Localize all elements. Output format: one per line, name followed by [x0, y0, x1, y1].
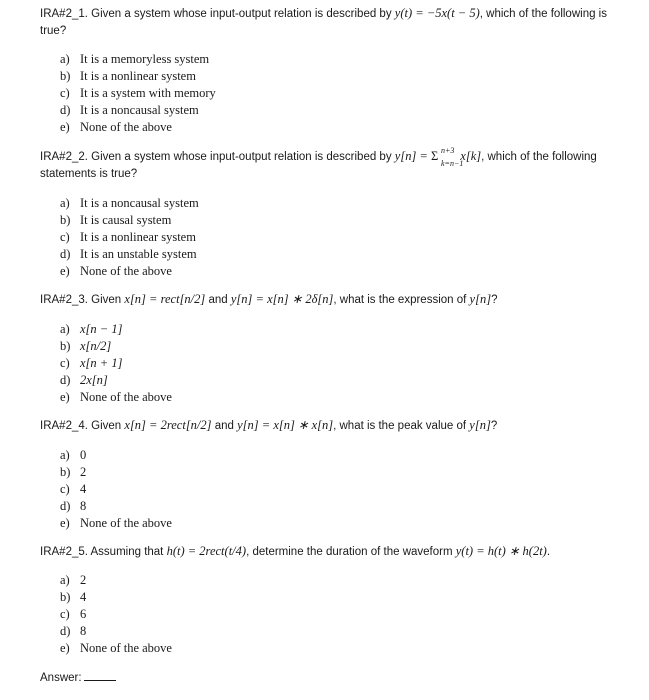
question-4-options: [60, 447, 172, 532]
question-5-options: [60, 572, 172, 657]
answer-label: Answer:: [40, 672, 82, 684]
question-4-text-pre: IRA#2_4. Given: [40, 420, 125, 432]
question-3: [40, 291, 620, 309]
question-4-text-post: , what is the peak value of: [333, 420, 470, 432]
question-4-math-1: x[n] = 2rect[n/2]: [124, 418, 212, 432]
question-3-text-end: ?: [491, 294, 498, 306]
sum-upper-limit: n+3: [441, 146, 455, 155]
option-item: d) 2x[n]: [60, 373, 108, 387]
question-1-math: y(t) = −5x(t − 5): [394, 6, 480, 20]
option-item: d) It is a noncausal system: [60, 103, 199, 117]
option-item: c) It is a system with memory: [60, 86, 216, 100]
question-3-text-post: , what is the expression of: [333, 294, 470, 306]
question-1-options: [60, 51, 216, 136]
sum-term: x[k]: [460, 149, 482, 163]
question-5-math-2: y(t) = h(t) ∗ h(2t): [455, 544, 547, 558]
option-item: c) x[n + 1]: [60, 356, 123, 370]
option-item: d) 8: [60, 499, 87, 513]
option-item: e) None of the above: [60, 390, 172, 404]
question-3-text-pre: IRA#2_3. Given: [40, 294, 125, 306]
option-item: c) 6: [60, 607, 87, 621]
option-item: d) 8: [60, 624, 87, 638]
question-4-math-2: y[n] = x[n] ∗ x[n]: [237, 418, 334, 432]
option-item: a) It is a memoryless system: [60, 52, 210, 66]
question-3-options: [60, 321, 172, 406]
question-3-math-2: y[n] = x[n] ∗ 2δ[n]: [230, 292, 334, 306]
question-1-text-pre: IRA#2_1. Given a system whose input-output relation is described by: [40, 8, 395, 20]
question-3-math-1: x[n] = rect[n/2]: [124, 292, 206, 306]
option-item: e) None of the above: [60, 264, 172, 278]
summation: Σ n+3 k=n−1: [431, 148, 438, 166]
question-2-math-lhs: y[n] =: [394, 149, 431, 163]
option-item: a) x[n − 1]: [60, 322, 123, 336]
question-3-math-3: y[n]: [469, 292, 492, 306]
question-1: [40, 5, 620, 40]
option-item: e) None of the above: [60, 120, 172, 134]
question-4: [40, 417, 620, 435]
option-item: b) It is a nonlinear system: [60, 69, 196, 83]
question-3-text-mid: and: [205, 294, 231, 306]
question-2-text-pre: IRA#2_2. Given a system whose input-output relation is described by: [40, 151, 395, 163]
question-4-math-3: y[n]: [469, 418, 491, 432]
option-item: e) None of the above: [60, 641, 172, 655]
option-item: b) x[n/2]: [60, 339, 112, 353]
question-5-text-mid: , determine the duration of the waveform: [246, 546, 456, 558]
option-item: c) It is a nonlinear system: [60, 230, 196, 244]
option-item: b) It is causal system: [60, 213, 172, 227]
question-4-text-end: ?: [490, 420, 498, 432]
question-1-text-post: , which of the following is true?: [40, 8, 607, 37]
question-5-text-end: .: [546, 546, 551, 558]
option-item: a) 0: [60, 448, 87, 462]
option-item: b) 2: [60, 465, 87, 479]
option-item: a) 2: [60, 573, 87, 587]
question-2-options: [60, 195, 199, 280]
question-4-text-mid: and: [211, 420, 238, 432]
option-item: c) 4: [60, 482, 87, 496]
option-item: b) 4: [60, 590, 87, 604]
option-item: e) None of the above: [60, 516, 172, 530]
question-5-math-1: h(t) = 2rect(t/4): [166, 544, 247, 558]
option-item: a) It is a noncausal system: [60, 196, 199, 210]
question-2: [40, 148, 620, 183]
option-item: d) It is an unstable system: [60, 247, 197, 261]
question-5-text-pre: IRA#2_5. Assuming that: [40, 546, 167, 558]
answer-line: [40, 669, 116, 684]
question-2-text-post: , which of the following statements is true?: [40, 151, 597, 180]
question-5: [40, 543, 620, 561]
sum-lower-limit: k=n−1: [441, 159, 464, 168]
answer-blank[interactable]: [84, 669, 116, 681]
